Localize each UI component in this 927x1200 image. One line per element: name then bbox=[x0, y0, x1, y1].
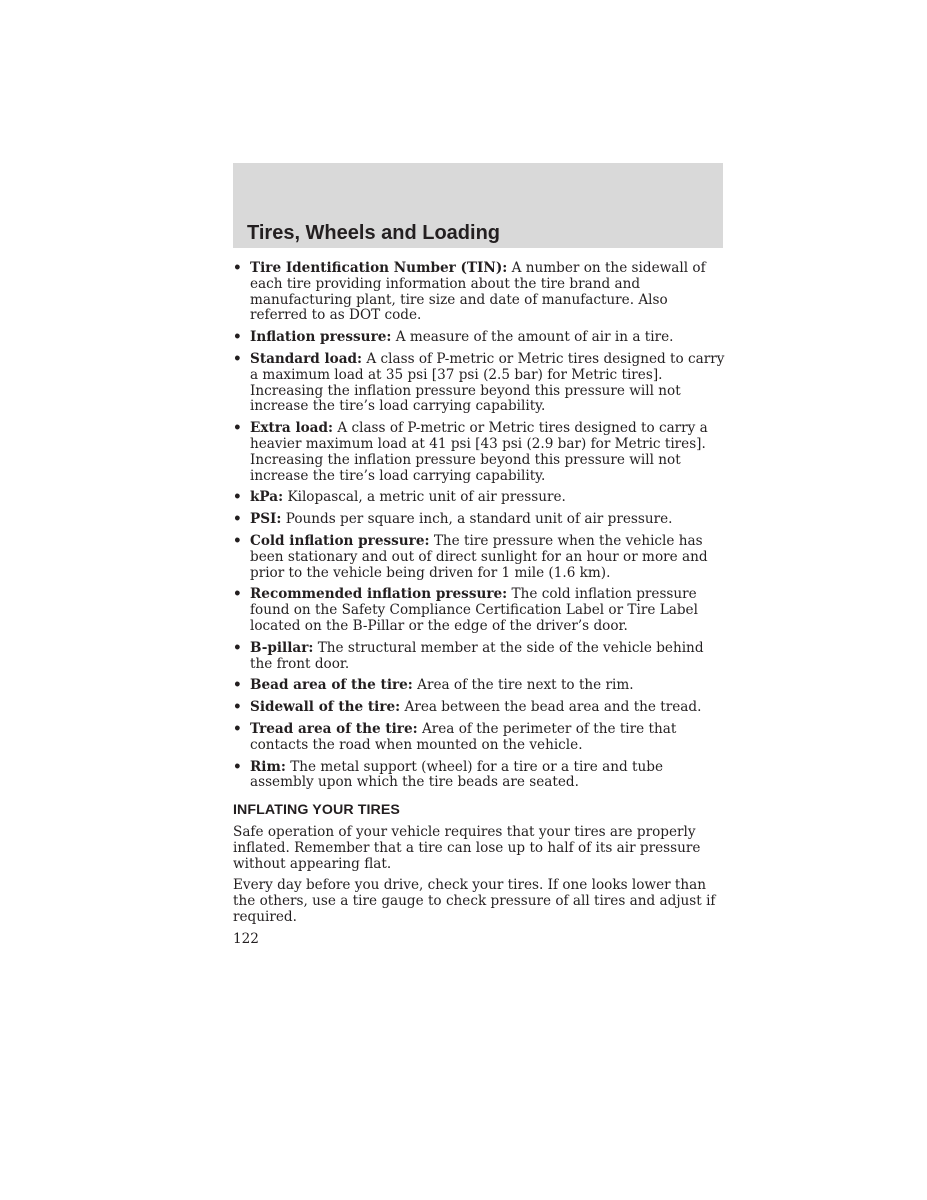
term-label: B-pillar: bbox=[250, 639, 314, 656]
term-definition: A measure of the amount of air in a tire. bbox=[395, 329, 674, 346]
term-definition: Area between the bead area and the tread. bbox=[404, 699, 702, 716]
term-label: Cold inflation pressure: bbox=[250, 532, 430, 549]
page-content bbox=[233, 261, 725, 947]
page-number: 122 bbox=[233, 930, 259, 947]
bullet-icon: • bbox=[233, 758, 242, 775]
list-item bbox=[233, 700, 725, 716]
bullet-icon: • bbox=[233, 420, 242, 437]
term-label: kPa: bbox=[250, 489, 284, 506]
bullet-icon: • bbox=[233, 586, 242, 603]
term-label: Tire Identification Number (TIN): bbox=[250, 260, 508, 276]
section-heading: INFLATING YOUR TIRES bbox=[233, 802, 400, 819]
page-title: Tires, Wheels and Loading bbox=[247, 222, 501, 244]
term-label: PSI: bbox=[250, 511, 282, 528]
term-label: Recommended inflation pressure: bbox=[250, 586, 508, 603]
body-paragraph: Safe operation of your vehicle requires that your tires are properly inflated. Remember that a tire can lose up to half of its air pressure without appearing flat. bbox=[233, 823, 701, 872]
bullet-icon: • bbox=[233, 720, 242, 737]
bullet-icon: • bbox=[233, 350, 242, 367]
list-item bbox=[233, 512, 725, 528]
term-label: Bead area of the tire: bbox=[250, 677, 413, 694]
bullet-icon: • bbox=[233, 699, 242, 716]
list-item bbox=[233, 421, 725, 484]
bullet-icon: • bbox=[233, 489, 242, 506]
term-definition: Area of the perimeter of the tire that contacts the road when mounted on the vehicle. bbox=[250, 720, 677, 753]
term-definition: The structural member at the side of the vehicle behind the front door. bbox=[250, 639, 704, 672]
list-item bbox=[233, 587, 725, 634]
list-item bbox=[233, 490, 725, 506]
list-item bbox=[233, 678, 725, 694]
term-definition: The tire pressure when the vehicle has been stationary and out of direct sunlight for an hour or more and prior to the vehicle being driven for 1 mile (1.6 km). bbox=[250, 532, 708, 581]
bullet-icon: • bbox=[233, 677, 242, 694]
term-definition: A class of P-metric or Metric tires designed to carry a maximum load at 35 psi [37 psi (2.5 bar) for Metric tires]. Increasing the inflation pressure beyond this pressure will not increase the tire’s load carrying capability. bbox=[250, 350, 725, 415]
bullet-icon: • bbox=[233, 260, 242, 276]
term-definition: Area of the tire next to the rim. bbox=[417, 677, 634, 694]
bullet-icon: • bbox=[233, 532, 242, 549]
section-header-band bbox=[233, 163, 723, 248]
term-label: Tread area of the tire: bbox=[250, 720, 418, 737]
list-item bbox=[233, 330, 725, 346]
term-definition: Pounds per square inch, a standard unit of air pressure. bbox=[285, 511, 673, 528]
term-definition: A class of P-metric or Metric tires designed to carry a heavier maximum load at 41 psi [43 psi (2.9 bar) for Metric tires]. Increasing the inflation pressure beyond this pressure will not increase the tire’s load carrying capability. bbox=[250, 420, 708, 484]
term-definition: A number on the sidewall of each tire providing information about the tire brand and manufacturing plant, tire size and date of manufacture. Also referred to as DOT code. bbox=[250, 260, 706, 324]
bullet-icon: • bbox=[233, 329, 242, 346]
list-item bbox=[233, 641, 725, 673]
term-label: Extra load: bbox=[250, 420, 334, 437]
list-item bbox=[233, 261, 725, 324]
list-item bbox=[233, 760, 725, 792]
term-label: Standard load: bbox=[250, 350, 363, 367]
term-label: Sidewall of the tire: bbox=[250, 699, 401, 716]
term-definition: Kilopascal, a metric unit of air pressure. bbox=[287, 489, 566, 506]
definitions-list bbox=[233, 261, 725, 791]
term-definition: The cold inflation pressure found on the Safety Compliance Certification Label or Tire Label located on the B-Pillar or the edge of the driver’s door. bbox=[250, 586, 698, 634]
term-label: Inflation pressure: bbox=[250, 329, 392, 346]
term-label: Rim: bbox=[250, 758, 286, 775]
list-item bbox=[233, 722, 725, 754]
term-definition: The metal support (wheel) for a tire or a tire and tube assembly upon which the tire beads are seated. bbox=[250, 758, 664, 791]
list-item bbox=[233, 352, 725, 415]
list-item bbox=[233, 534, 725, 581]
body-paragraph: Every day before you drive, check your tires. If one looks lower than the others, use a tire gauge to check pressure of all tires and adjust if required. bbox=[233, 877, 716, 925]
bullet-icon: • bbox=[233, 511, 242, 528]
bullet-icon: • bbox=[233, 639, 242, 656]
